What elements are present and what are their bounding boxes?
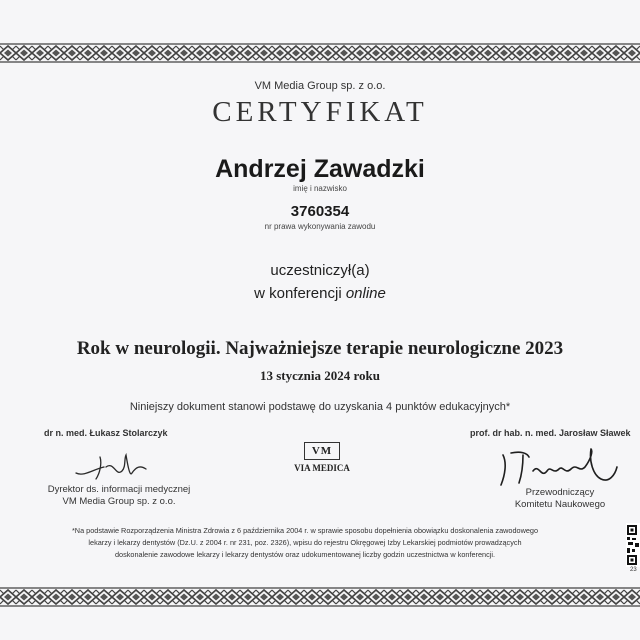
conference-line <box>0 285 640 302</box>
left-signatory-role <box>40 484 198 508</box>
event-date: 13 stycznia 2024 roku <box>259 368 380 383</box>
participant-name-caption: imię i nazwisko <box>293 184 347 193</box>
license-number-caption: nr prawa wykonywania zawodu <box>264 222 376 231</box>
participant-name: Andrzej Zawadzki <box>215 155 425 183</box>
left-role-line2: VM Media Group sp. z o.o. <box>62 496 176 507</box>
qr-number: 23 <box>630 567 637 573</box>
ornamental-border-bottom <box>0 586 640 608</box>
legal-footnote <box>20 525 590 561</box>
left-signature <box>70 447 156 483</box>
attendance-line: uczestniczył(a) <box>270 262 370 279</box>
footnote-line1: *Na podstawie Rozporządzenia Ministra Zdrowia z 6 października 2004 r. w sprawie sposobu dopełnienia obowiązku doskonalenia zawodowego <box>71 526 539 535</box>
right-role-line1: Przewodniczący <box>525 487 595 498</box>
right-role-line2: Komitetu Naukowego <box>514 499 606 510</box>
left-signatory-name: dr n. med. Łukasz Stolarczyk <box>44 428 168 438</box>
logo-text: VIA MEDICA <box>294 463 350 473</box>
ornamental-border-top <box>0 42 640 64</box>
right-signatory-role <box>500 487 620 511</box>
certificate-title: CERTYFIKAT <box>212 96 428 128</box>
left-role-line1: Dyrektor ds. informacji medycznej <box>47 484 191 495</box>
conference-prefix: w konferencji <box>254 285 342 302</box>
conference-mode: online <box>345 285 386 302</box>
right-signature <box>493 445 623 489</box>
logo-mark: VM <box>304 442 340 460</box>
publisher-name: VM Media Group sp. z o.o. <box>254 80 386 92</box>
right-signatory-name: prof. dr hab. n. med. Jarosław Sławek <box>470 428 631 438</box>
license-number: 3760354 <box>290 203 350 220</box>
points-statement: Niniejszy dokument stanowi podstawę do uzyskania 4 punktów edukacyjnych* <box>129 401 511 413</box>
qr-code <box>626 523 640 567</box>
footnote-line3: doskonalenie zawodowe lekarzy i lekarzy dentystów oraz udokumentowanej liczby godzin uczestnictwa w konferencji. <box>114 550 496 559</box>
via-medica-logo <box>290 441 354 475</box>
footnote-line2: lekarzy i lekarzy dentystów (Dz.U. z 2004 r. nr 231, poz. 2326), wpisu do rejestru Okręgowej Izby Lekarskiej podmiotów prowadzących <box>88 538 522 547</box>
event-title: Rok w neurologii. Najważniejsze terapie neurologiczne 2023 <box>76 338 564 359</box>
